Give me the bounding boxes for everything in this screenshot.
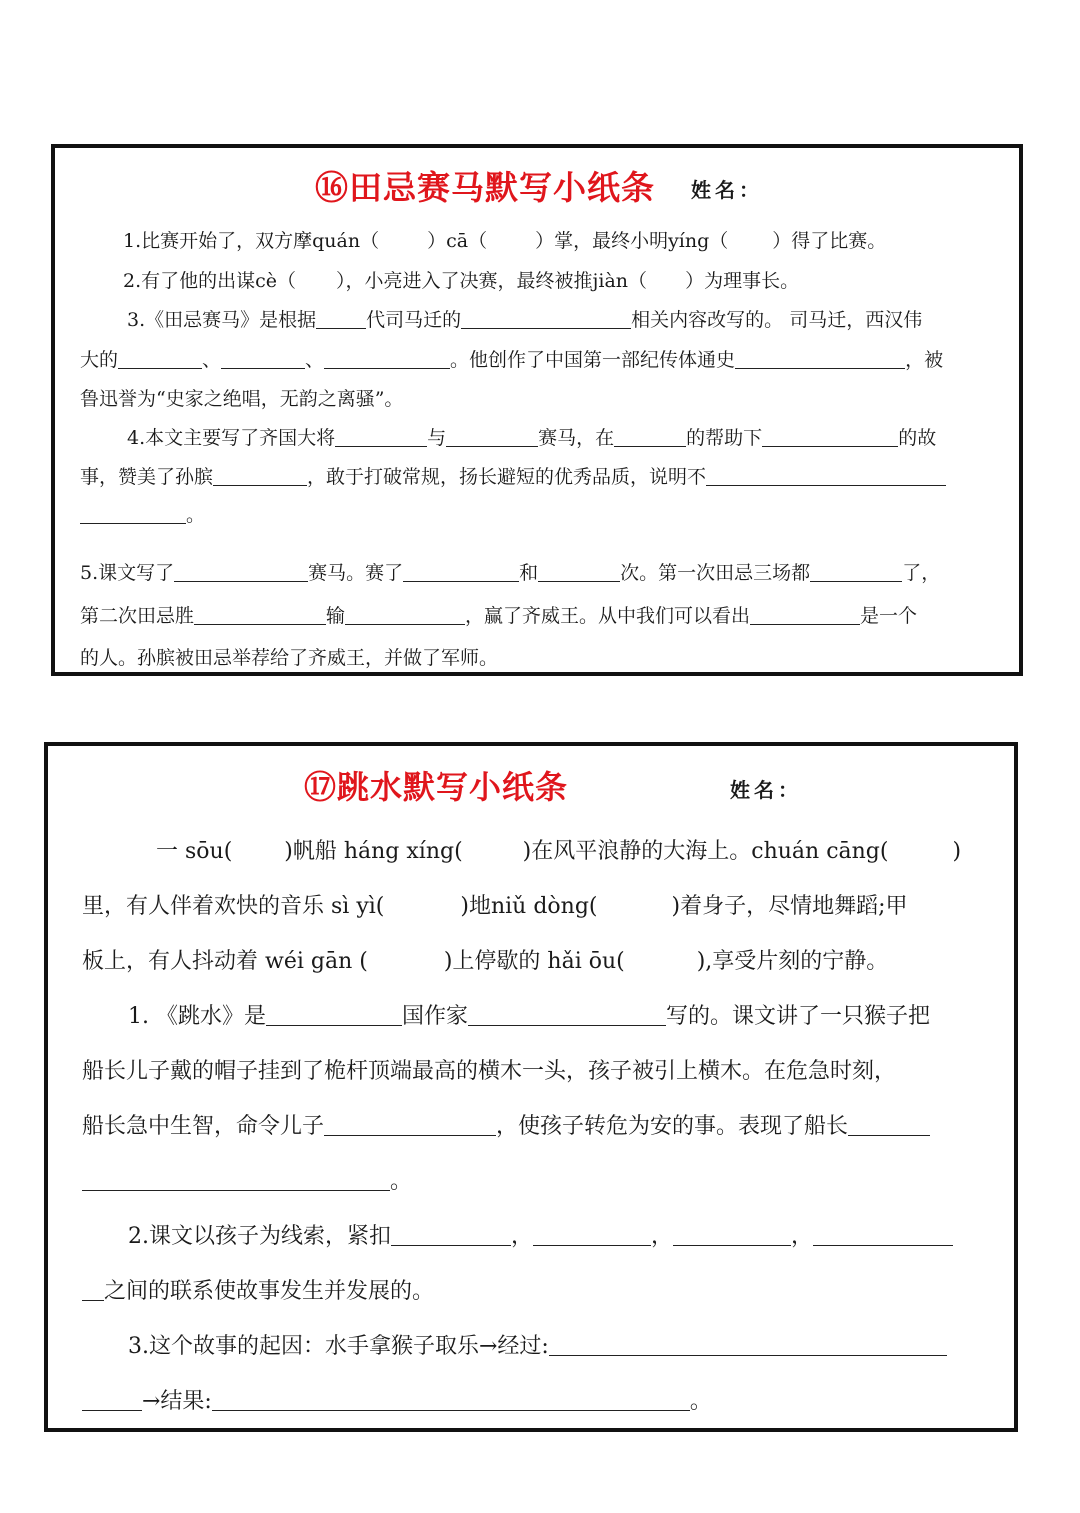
answer-blank[interactable] [468, 1003, 666, 1026]
answer-blank[interactable] [118, 349, 202, 369]
answer-blank[interactable] [461, 309, 631, 329]
question-4-line-2: 事，赞美了孙膑 ，敢于打破常规，扬长避短的优秀品质，说明不 [80, 462, 946, 489]
answer-blank[interactable] [762, 427, 898, 447]
answer-blank[interactable] [212, 1388, 690, 1411]
answer-blank[interactable] [549, 1333, 947, 1356]
answer-blank[interactable] [266, 1003, 402, 1026]
answer-blank[interactable] [810, 562, 902, 582]
answer-blank[interactable] [82, 1278, 104, 1301]
answer-blank[interactable] [221, 349, 305, 369]
question-3-line-1: 3.《田忌赛马》是根据 代司马迁的 相关内容改写的。 司马迁，西汉伟 [127, 309, 923, 331]
answer-blank[interactable] [391, 1223, 511, 1246]
answer-blank[interactable] [324, 1113, 496, 1136]
answer-blank[interactable] [538, 562, 620, 582]
answer-blank[interactable] [750, 605, 860, 625]
question-3-line-3: 鲁迅誉为“史家之绝唱，无韵之离骚”。 [80, 388, 404, 410]
question-3-line-2: 大的 、 、 。他创作了中国第一部纪传体通史 ，被 [80, 349, 944, 371]
answer-blank[interactable] [82, 1168, 390, 1191]
answer-blank[interactable] [813, 1223, 953, 1246]
dictation-card-17 [44, 742, 1018, 1432]
answer-blank[interactable] [335, 427, 427, 447]
question-3-line-2: →结果: 。 [82, 1384, 712, 1415]
passage-line-2: 里，有人伴着欢快的音乐 sì yì( )地niǔ dòng( )着身子，尽情地舞蹈;甲 [82, 894, 908, 919]
answer-blank[interactable] [316, 309, 366, 329]
answer-blank[interactable] [735, 349, 905, 369]
answer-blank[interactable] [80, 504, 186, 524]
question-2: 2.有了他的出谋cè（ ），小亮进入了决赛，最终被推jiàn（ ）为理事长。 [123, 270, 800, 292]
question-3-line-1: 3.这个故事的起因：水手拿猴子取乐→经过: [128, 1329, 947, 1360]
question-5-line-3: 的人。孙膑被田忌举荐给了齐威王，并做了军师。 [80, 647, 499, 669]
answer-blank[interactable] [706, 466, 946, 486]
question-1: 1.比赛开始了，双方摩quán（ ）cā（ ）掌，最终小明yíng（ ）得了比赛。 [123, 230, 887, 252]
answer-blank[interactable] [403, 562, 519, 582]
answer-blank[interactable] [614, 427, 686, 447]
name-field-label: 姓名： [730, 778, 802, 802]
answer-blank[interactable] [82, 1388, 142, 1411]
answer-blank[interactable] [174, 562, 308, 582]
answer-blank[interactable] [194, 605, 326, 625]
passage-line-1: 一 sōu( )帆船 háng xíng( )在风平浪静的大海上。chuán cāng( ) [156, 839, 962, 864]
name-field-label: 姓名： [691, 178, 763, 202]
answer-blank[interactable] [673, 1223, 791, 1246]
answer-blank[interactable] [533, 1223, 651, 1246]
question-5-line-1: 5.课文写了 赛马。赛了 和 次。第一次田忌三场都 了， [80, 562, 941, 584]
answer-blank[interactable] [848, 1113, 930, 1136]
question-4-line-1: 4.本文主要写了齐国大将 与 赛马，在 的帮助下 的故 [127, 427, 937, 449]
passage-line-3: 板上，有人抖动着 wéi gān ( )上停歇的 hǎi ōu( ),享受片刻的宁静。 [82, 949, 889, 974]
answer-blank[interactable] [213, 466, 307, 486]
card-title: ⑰跳水默写小纸条 [304, 768, 569, 806]
question-1-line-1: 1. 《跳水》是 国作家 写的。课文讲了一只猴子把 [128, 1004, 931, 1029]
answer-blank[interactable] [324, 349, 450, 369]
answer-blank[interactable] [345, 605, 465, 625]
question-1-line-3: 船长急中生智，命令儿子 ，使孩子转危为安的事。表现了船长 [82, 1109, 930, 1140]
dictation-card-16 [51, 144, 1023, 676]
question-5-line-2: 第二次田忌胜 输 ，赢了齐威王。从中我们可以看出 是一个 [80, 605, 918, 627]
question-4-line-3: 。 [80, 500, 205, 527]
question-1-line-4: 。 [82, 1164, 412, 1195]
answer-blank[interactable] [446, 427, 538, 447]
question-2-line-1: 2.课文以孩子为线索，紧扣 ， ， ， [128, 1219, 953, 1250]
question-2-line-2: 之间的联系使故事发生并发展的。 [82, 1274, 434, 1305]
question-1-line-2: 船长儿子戴的帽子挂到了桅杆顶端最高的横木一头，孩子被引上横木。在危急时刻， [82, 1059, 897, 1084]
card-title: ⑯田忌赛马默写小纸条 [315, 168, 655, 207]
